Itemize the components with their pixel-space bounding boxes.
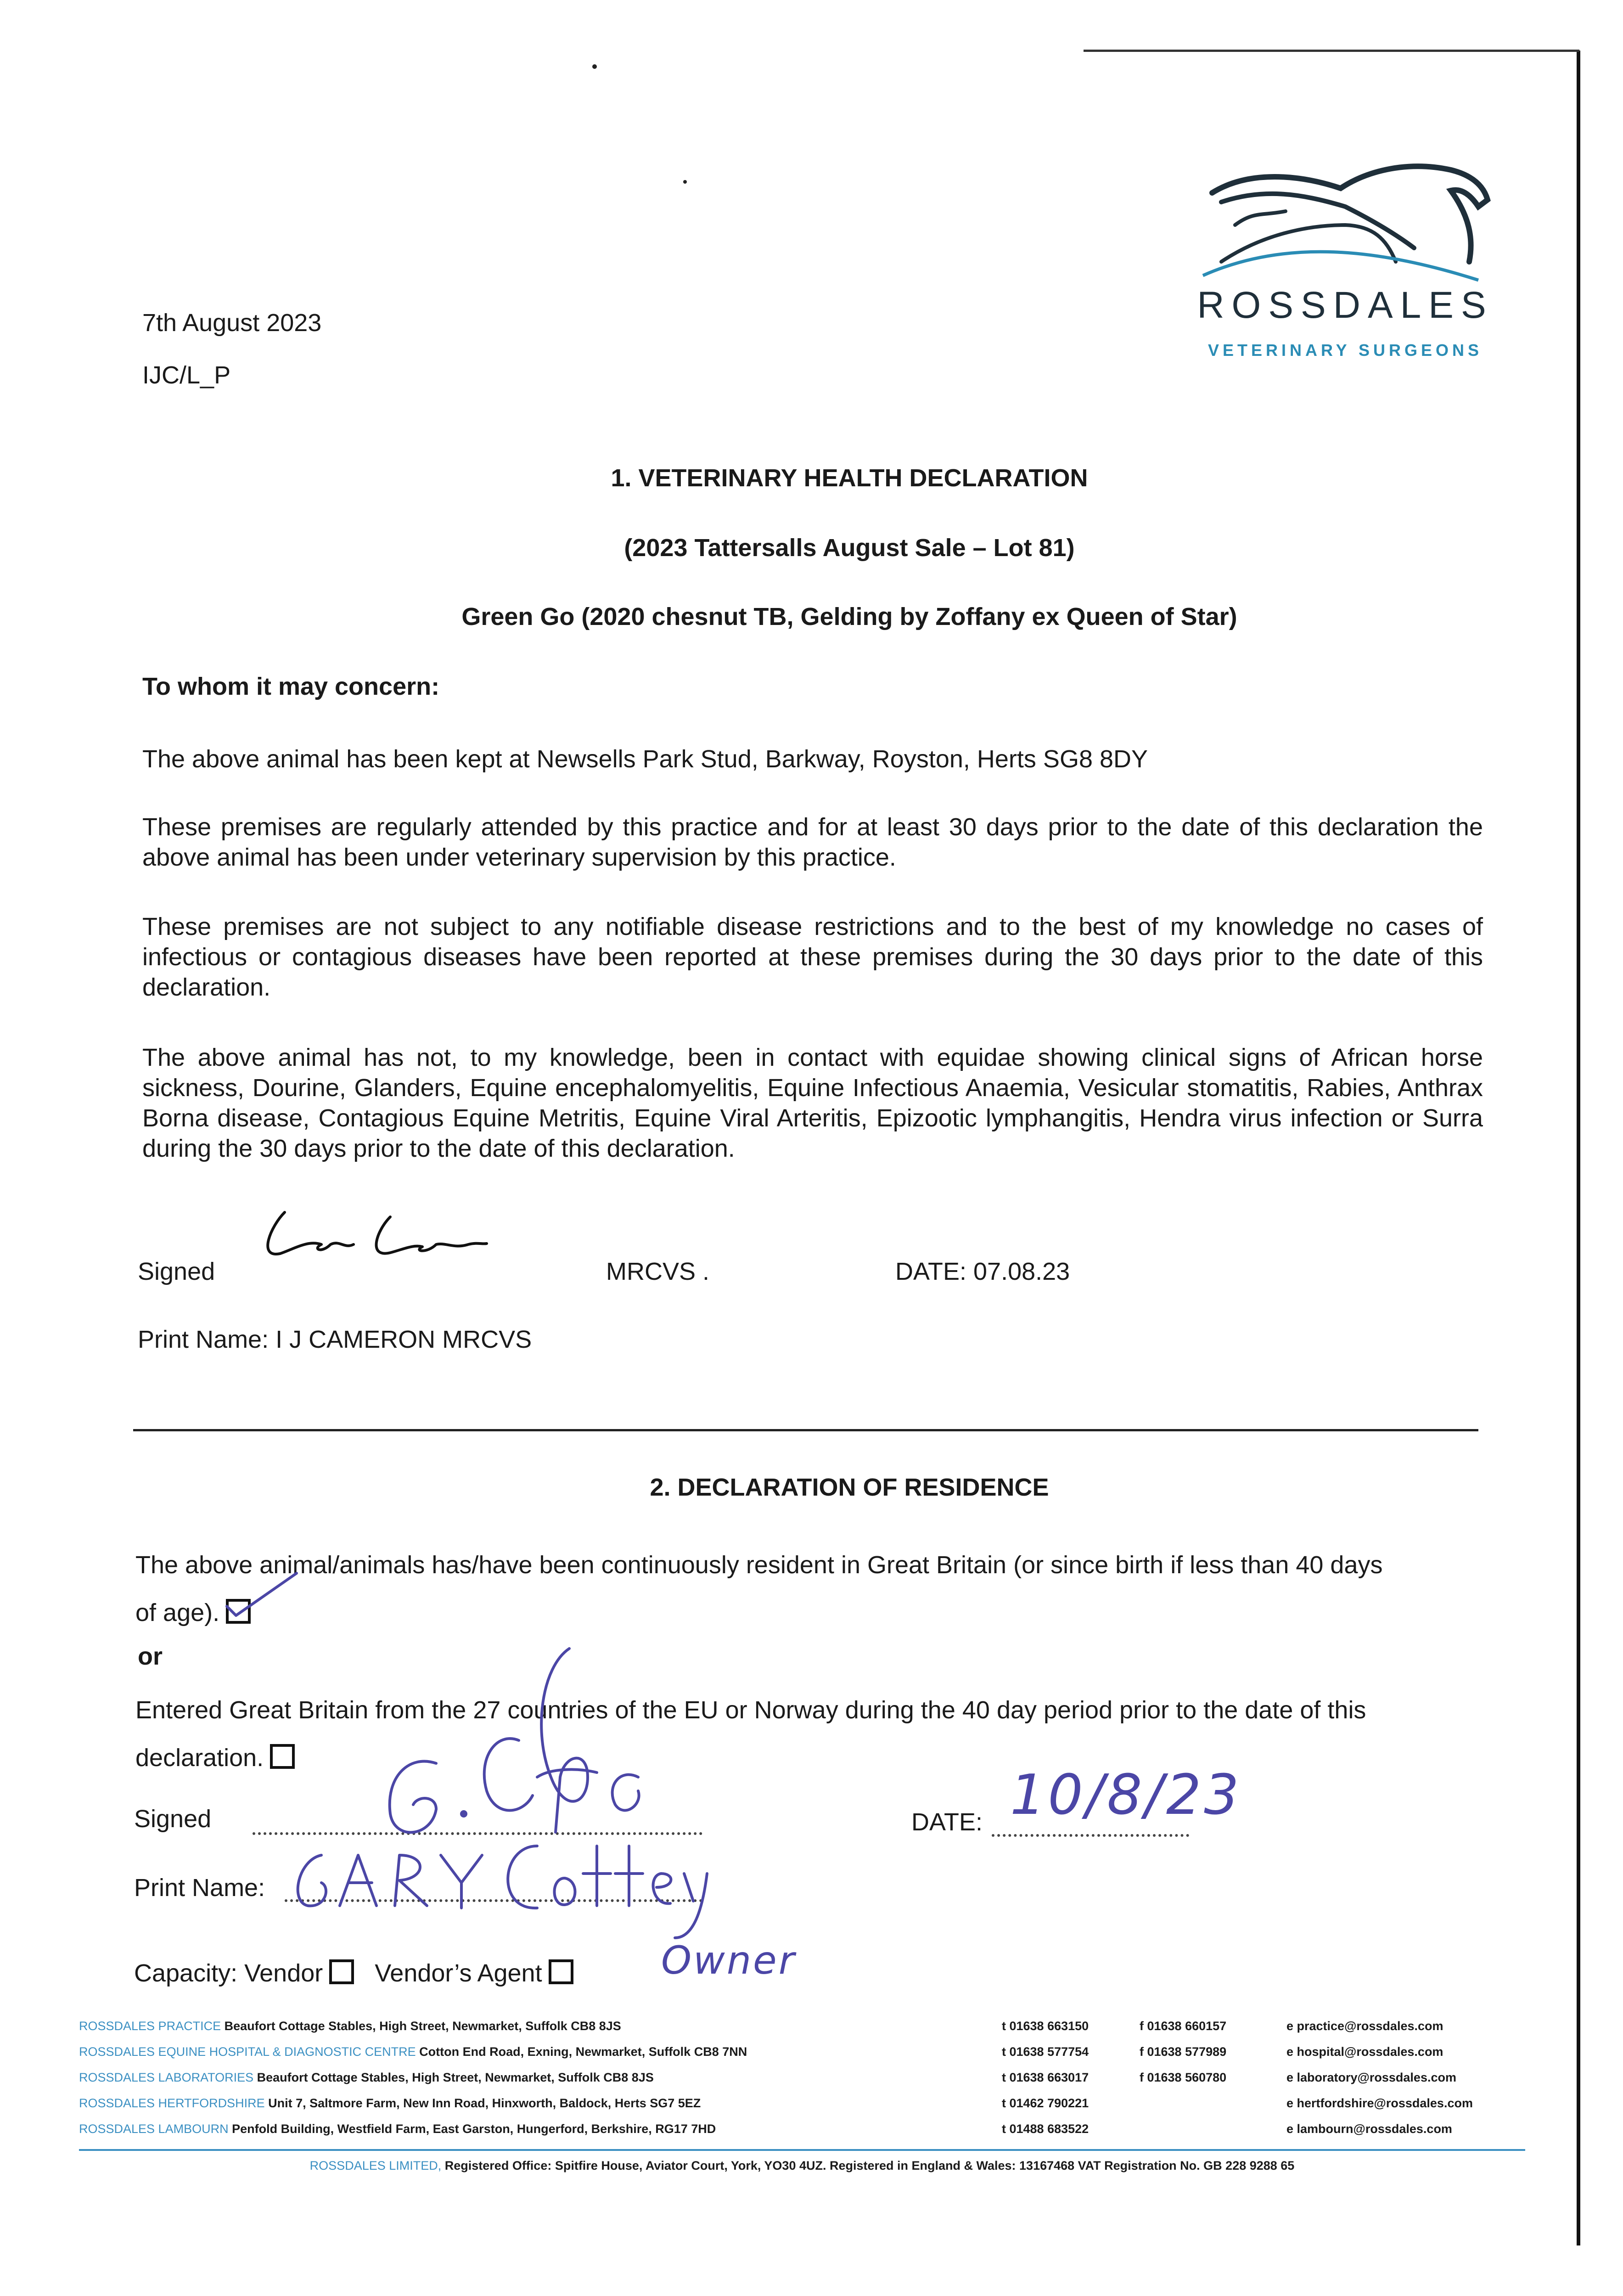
footer-email[interactable]: e hospital@rossdales.com [1286, 2045, 1443, 2059]
footer-row: ROSSDALES LABORATORIES Beaufort Cottage Stables, High Street, Newmarket, Suffolk CB8 8JS t 01638 663017 f 01638 560780 e laboratory@rossdales.com [79, 2065, 1525, 2090]
option1-text: The above animal/animals has/have been continuously resident in Great Britain (or since birth if less than 40 days of age). [135, 1551, 1383, 1626]
reference: IJC/L_P [142, 361, 231, 389]
footer-row: ROSSDALES EQUINE HOSPITAL & DIAGNOSTIC CENTRE Cotton End Road, Exning, Newmarket, Suffolk CB8 7NN t 01638 577754 f 01638 577989 e hospital@rossdales.com [79, 2039, 1525, 2065]
paragraph-restrictions: These premises are not subject to any notifiable disease restrictions and to the best of my knowledge no cases of infectious or contagious diseases have been reported at these premises during the 30 days prior to the date of this declaration. [142, 913, 1483, 1001]
vet-print-name: Print Name: I J CAMERON MRCVS [138, 1326, 532, 1353]
footer-email[interactable]: e hertfordshire@rossdales.com [1286, 2096, 1473, 2110]
page-edge-right [1577, 51, 1580, 2245]
scan-mark [683, 180, 687, 184]
salutation: To whom it may concern: [142, 673, 440, 700]
footer-addresses [79, 2013, 1525, 2142]
paragraph-premises: The above animal has been kept at Newsells Park Stud, Barkway, Royston, Herts SG8 8DY [142, 745, 1148, 773]
residence-print-name-label: Print Name: [134, 1874, 265, 1902]
residence-signed-label: Signed [134, 1805, 212, 1833]
paragraph-supervision: These premises are regularly attended by this practice and for at least 30 days prior to the date of this declaration the above animal has been under veterinary supervision by this practice. [142, 813, 1483, 871]
option2-text: Entered Great Britain from the 27 countries of the EU or Norway during the 40 day period prior to the date of this declaration. [135, 1696, 1366, 1772]
footer-row: ROSSDALES LAMBOURN Penfold Building, Westfield Farm, East Garston, Hungerford, Berkshire, RG17 7HD t 01488 683522 e lambourn@rossdales.com [79, 2116, 1525, 2142]
footer-email[interactable]: e practice@rossdales.com [1286, 2019, 1443, 2033]
page-edge-top [1084, 50, 1579, 52]
logo-tagline: VETERINARY SURGEONS [1207, 341, 1483, 360]
capacity-line [134, 1958, 573, 1988]
residence-date-label: DATE: [911, 1808, 983, 1836]
signed-label: Signed [138, 1258, 215, 1285]
residence-option-1 [135, 1541, 1403, 1637]
animal-details: Green Go (2020 chesnut TB, Gelding by Zoffany ex Queen of Star) [461, 603, 1237, 630]
logo-name: ROSSDALES [1197, 284, 1494, 326]
vendor-agent-label: Vendor’s Agent [375, 1959, 542, 1987]
horse-logo-icon [1194, 156, 1497, 289]
footer-rule [79, 2149, 1525, 2151]
section-divider [133, 1429, 1478, 1431]
capacity-vendor-label: Capacity: Vendor [134, 1959, 323, 1987]
handwritten-capacity: Owner [661, 1938, 797, 1983]
footer-row: ROSSDALES PRACTICE Beaufort Cottage Stables, High Street, Newmarket, Suffolk CB8 8JS t 01638 663150 f 01638 660157 e practice@rossdales.com [79, 2013, 1525, 2039]
vendor-checkbox[interactable] [329, 1959, 354, 1984]
handwritten-date: 10/8/23 [1010, 1763, 1242, 1827]
mrcvs-label: MRCVS . [606, 1258, 710, 1285]
vendor-agent-checkbox[interactable] [549, 1959, 573, 1984]
option1-checkbox[interactable] [226, 1599, 251, 1624]
option2-checkbox[interactable] [270, 1744, 295, 1769]
paragraph-diseases: The above animal has not, to my knowledge, been in contact with equidae showing clinical signs of African horse sickness, Dourine, Glanders, Equine encephalomyelitis, Equine Infectious Anaemia, Vesicular stomatitis, Rabies, Anthrax Borna disease, Contagious Equine Metritis, Equine Viral Arteritis, Epizootic lymphangitis, Hendra virus infection or Surra during the 30 days prior to the date of this declaration. [142, 1044, 1483, 1162]
print-name-handwriting [280, 1828, 721, 1947]
section1-title: 1. VETERINARY HEALTH DECLARATION [611, 464, 1088, 492]
logo [1194, 156, 1497, 367]
date-line [992, 1834, 1189, 1837]
section1-subtitle: (2023 Tattersalls August Sale – Lot 81) [624, 534, 1075, 562]
registered-office: ROSSDALES LIMITED, Registered Office: Spitfire House, Aviator Court, York, YO30 4UZ. Registered in England & Wales: 13167468 VAT Registration No. GB 228 9288 65 [309, 2159, 1295, 2172]
footer-email[interactable]: e lambourn@rossdales.com [1286, 2122, 1452, 2136]
scan-mark [592, 64, 597, 69]
vet-signature [253, 1199, 491, 1267]
footer-email[interactable]: e laboratory@rossdales.com [1286, 2071, 1456, 2084]
or-label: or [138, 1643, 163, 1670]
vet-date: DATE: 07.08.23 [895, 1258, 1070, 1285]
letter-date: 7th August 2023 [142, 309, 322, 337]
section2-title: 2. DECLARATION OF RESIDENCE [650, 1474, 1049, 1501]
footer-row: ROSSDALES HERTFORDSHIRE Unit 7, Saltmore Farm, New Inn Road, Hinxworth, Baldock, Herts SG7 5EZ t 01462 790221 e hertfordshire@rossdales.com [79, 2090, 1525, 2116]
